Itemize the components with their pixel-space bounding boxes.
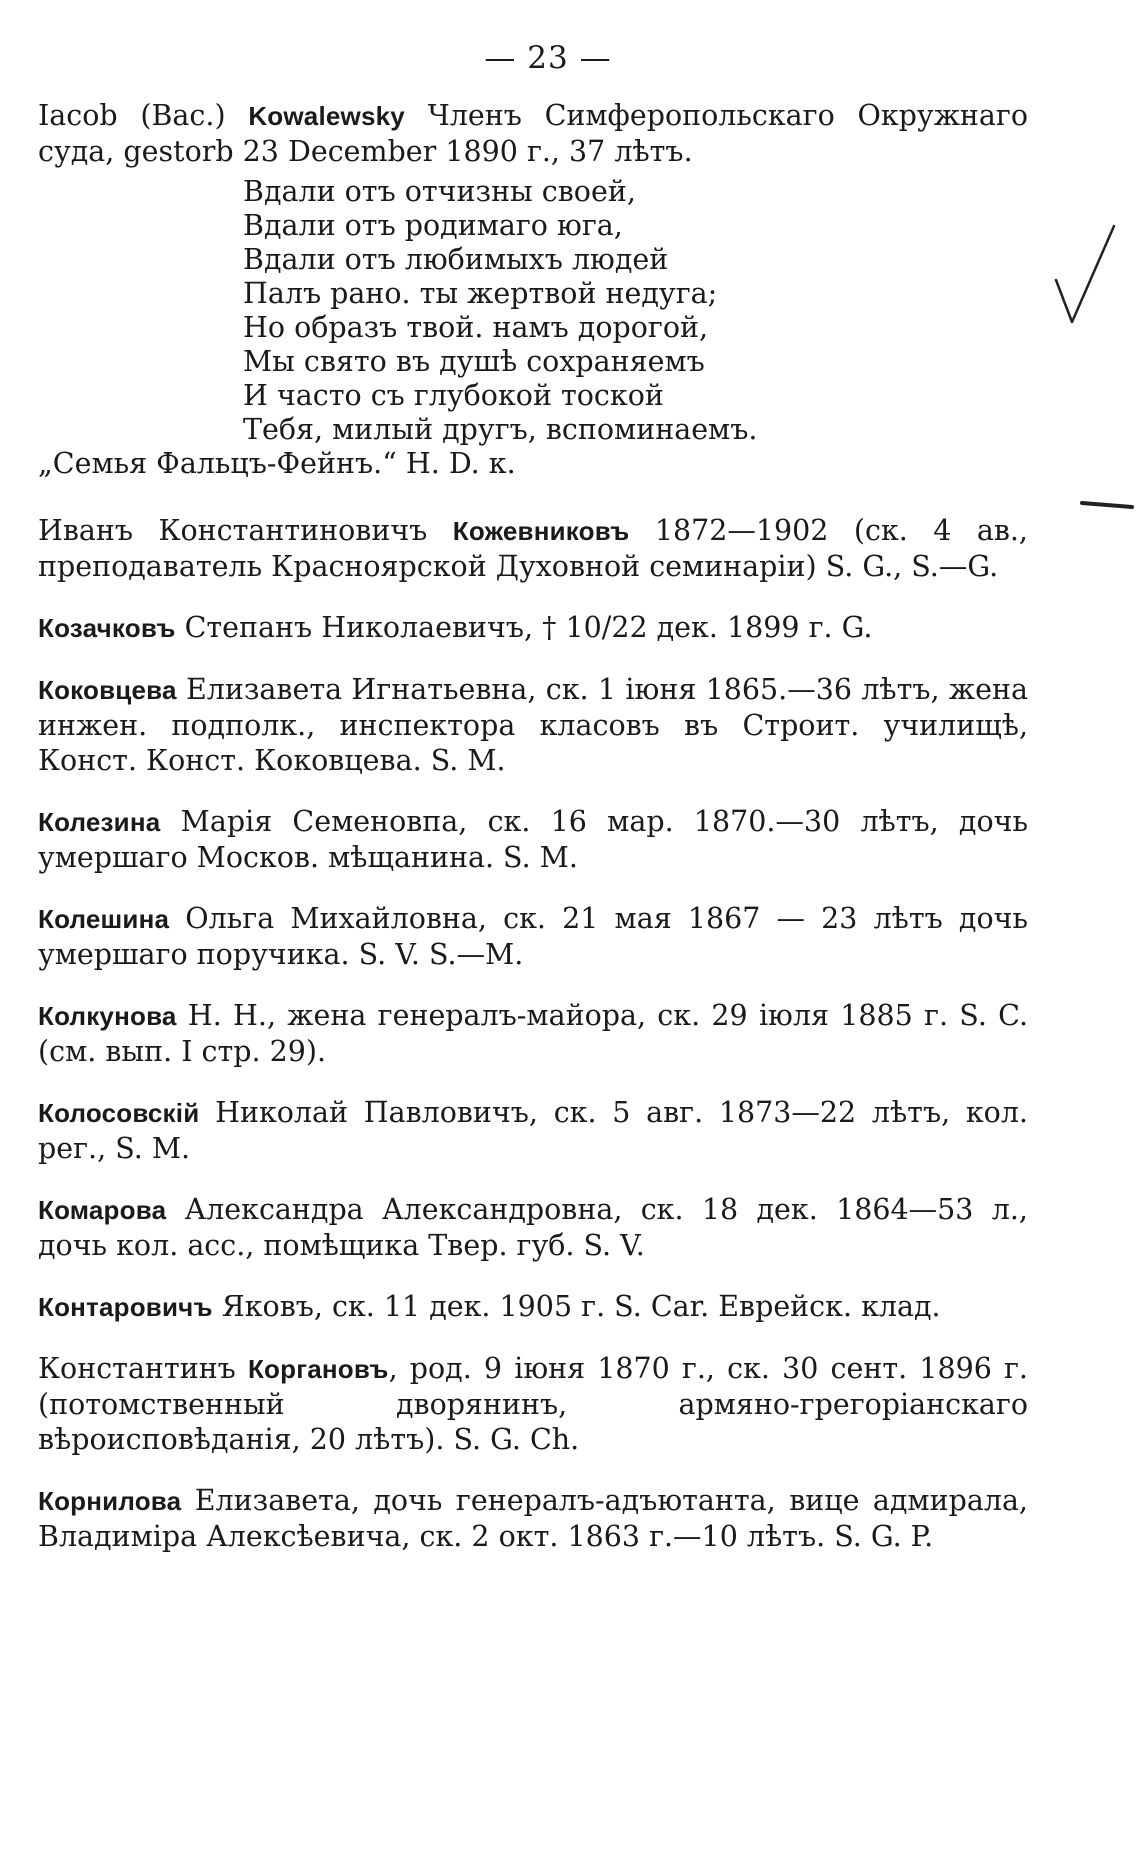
record-surname: Коргановъ bbox=[247, 1354, 389, 1384]
poem-line: Вдали отъ отчизны своей, bbox=[243, 175, 636, 208]
record-text: Яковъ, ск. 11 дек. 1905 г. S. Car. Еврейск. клад. bbox=[212, 1290, 941, 1323]
record-text: Александра Александровна, ск. 18 дек. 1864—53 л., дочь кол. асс., помѣщика Твер. губ. S. V. bbox=[38, 1193, 1028, 1262]
record-text: Ольга Михайловна, ск. 21 мая 1867 — 23 лѣтъ дочь умершаго поручика. S. V. S.—M. bbox=[38, 902, 1028, 971]
poem-line: Вдали отъ родимаго юга, bbox=[243, 209, 623, 242]
record-surname: Колешина bbox=[38, 904, 170, 934]
record-surname: Комарова bbox=[38, 1195, 167, 1225]
record-text: , род. 9 іюня 1870 г., ск. 30 сент. 1896 г. (потомственный дворянинъ, армяно-грегоріанскаго вѣроисповѣданія, 20 лѣтъ). S. G. Ch. bbox=[38, 1352, 1028, 1456]
record-text: Н. Н., жена генералъ-майора, ск. 29 іюля 1885 г. S. C. (см. вып. I стр. 29). bbox=[38, 999, 1028, 1068]
record-text: 1872—1902 (ск. 4 ав., преподаватель Красноярской Духовной семинаріи) S. G., S.—G. bbox=[38, 514, 1028, 583]
page-number: — 23 — bbox=[484, 40, 612, 76]
record-surname: Колосовскій bbox=[38, 1098, 200, 1128]
poem-line: Вдали отъ любимыхъ людей bbox=[243, 243, 669, 276]
record-surname: Контаровичъ bbox=[38, 1292, 213, 1322]
poem-line: Мы свято въ душѣ сохраняемъ bbox=[243, 345, 705, 378]
record-surname: Колкунова bbox=[38, 1001, 177, 1031]
record-entry bbox=[38, 1351, 1028, 1457]
entry-prefix: Iacob (Bac.) bbox=[38, 99, 249, 132]
record-entry bbox=[38, 998, 1028, 1069]
entry-text: Членъ Симферопольскаго Окружнаго суда, gestorb 23 December 1890 г., 37 лѣтъ. bbox=[38, 99, 1028, 168]
epitaph-poem bbox=[243, 175, 1028, 447]
poem-signature: „Семья Фальцъ-Фейнъ.“ Н. D. к. bbox=[38, 447, 516, 480]
record-entry bbox=[38, 1483, 1028, 1554]
poem-line: Тебя, милый другъ, вспоминаемъ. bbox=[243, 413, 758, 446]
record-entry bbox=[38, 672, 1028, 778]
record-surname: Кожевниковъ bbox=[452, 516, 630, 546]
record-entry bbox=[38, 804, 1028, 875]
record-text: Марія Семеновпа, ск. 16 мар. 1870.—30 лѣтъ, дочь умершаго Москов. мѣщанина. S. M. bbox=[38, 805, 1028, 874]
margin-dash-icon bbox=[1080, 495, 1135, 515]
record-surname: Козачковъ bbox=[38, 613, 176, 643]
check-mark-icon bbox=[1050, 220, 1120, 330]
poem-line: И часто съ глубокой тоской bbox=[243, 379, 664, 412]
record-prefix: Константинъ bbox=[38, 1352, 248, 1385]
entry-surname: Kowalewsky bbox=[248, 101, 405, 131]
record-entry bbox=[38, 1095, 1028, 1166]
record-entry bbox=[38, 1192, 1028, 1263]
document-page bbox=[38, 40, 1028, 1580]
record-prefix: Иванъ Константиновичъ bbox=[38, 514, 453, 547]
record-entry bbox=[38, 901, 1028, 972]
record-entry bbox=[38, 1289, 1028, 1325]
record-entry bbox=[38, 513, 1028, 584]
record-surname: Колезина bbox=[38, 807, 161, 837]
poem-line: Но образъ твой. намъ дорогой, bbox=[243, 311, 709, 344]
record-entry bbox=[38, 610, 1028, 646]
poem-line: Палъ рано. ты жертвой недуга; bbox=[243, 277, 718, 310]
record-text: Елизавета, дочь генералъ-адъютанта, вице адмирала, Владиміра Алексѣевича, ск. 2 окт. 1863 г.—10 лѣтъ. S. G. P. bbox=[38, 1484, 1028, 1553]
record-text: Николай Павловичъ, ск. 5 авг. 1873—22 лѣтъ, кол. рег., S. M. bbox=[38, 1096, 1028, 1165]
record-surname: Корнилова bbox=[38, 1486, 182, 1516]
record-surname: Коковцева bbox=[38, 675, 177, 705]
record-text: Степанъ Николаевичъ, † 10/22 дек. 1899 г. G. bbox=[175, 611, 873, 644]
record-text: Елизавета Игнатьевна, ск. 1 іюня 1865.—36 лѣтъ, жена инжен. подполк., инспектора класовъ въ Строит. училищѣ, Конст. Конст. Коковцева. S. M. bbox=[38, 673, 1028, 777]
entry-kowalewsky bbox=[38, 98, 1028, 169]
